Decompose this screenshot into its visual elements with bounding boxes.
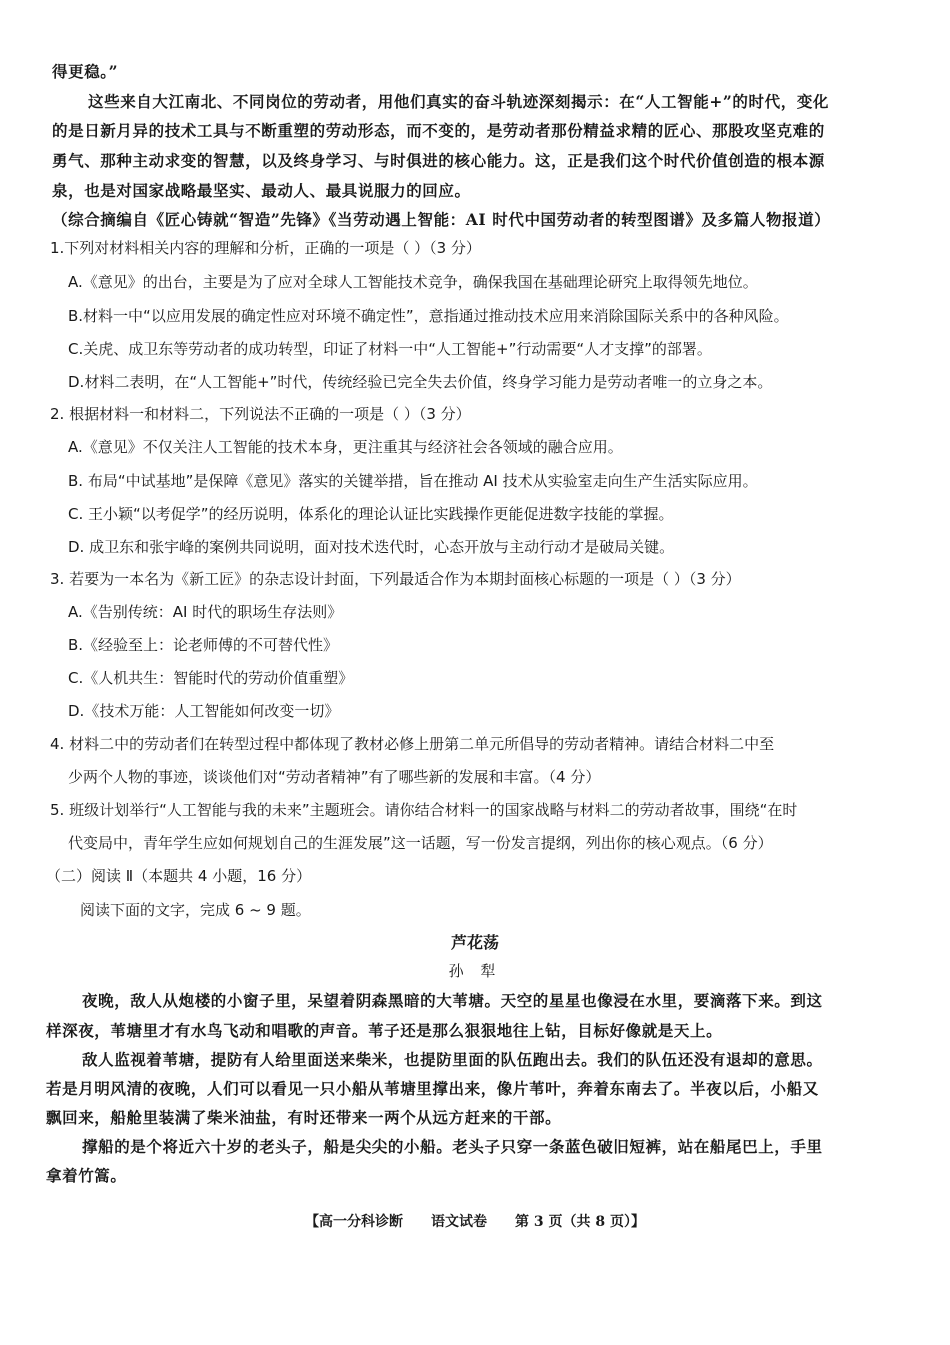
question-1-option-c: C.关虎、成卫东等劳动者的成功转型，印证了材料一中“人工智能+”行动需要“人才支撑”的部署。: [68, 340, 712, 358]
story-title: 芦花荡: [450, 933, 499, 952]
question-3-option-d: D.《技术万能：人工智能如何改变一切》: [68, 702, 340, 720]
question-4-line: 少两个人物的事迹，谈谈他们对“劳动者精神”有了哪些新的发展和丰富。（4 分）: [68, 768, 601, 786]
question-4-line: 4. 材料二中的劳动者们在转型过程中都体现了教材必修上册第二单元所倡导的劳动者精神。请结合材料二中至: [50, 735, 775, 753]
question-1-option-d: D.材料二表明，在“人工智能+”时代，传统经验已完全失去价值，终身学习能力是劳动者唯一的立身之本。: [68, 373, 773, 391]
story-line: 拿着竹篙。: [46, 1166, 127, 1185]
question-2-option-d: D. 成卫东和张宇峰的案例共同说明，面对技术迭代时，心态开放与主动行动才是破局关键。: [68, 538, 675, 556]
question-1-stem: 1.下列对材料相关内容的理解和分析，正确的一项是（ ）（3 分）: [50, 239, 481, 257]
question-3-option-b: B.《经验至上：论老师傅的不可替代性》: [68, 636, 339, 654]
text-line: 这些来自大江南北、不同岗位的劳动者，用他们真实的奋斗轨迹深刻揭示：在“人工智能+”的时代，变化: [88, 92, 830, 111]
text-line: 的是日新月异的技术工具与不断重塑的劳动形态，而不变的，是劳动者那份精益求精的匠心、那股攻坚克难的: [52, 121, 825, 140]
text-line: 勇气、那种主动求变的智慧，以及终身学习、与时俱进的核心能力。这，正是我们这个时代价值创造的根本源: [52, 151, 825, 170]
question-2-option-a: A.《意见》不仅关注人工智能的技术本身，更注重其与经济社会各领域的融合应用。: [68, 438, 623, 456]
section-heading: （二）阅读 Ⅱ（本题共 4 小题，16 分）: [46, 867, 312, 885]
question-3-option-a: A.《告别传统：AI 时代的职场生存法则》: [68, 603, 343, 621]
question-1-option-b: B.材料一中“以应用发展的确定性应对环境不确定性”，意指通过推动技术应用来消除国际关系中的各种风险。: [68, 307, 789, 325]
story-line: 若是月明风清的夜晚，人们可以看见一只小船从苇塘里撑出来，像片苇叶，奔着东南去了。半夜以后，小船又: [46, 1079, 819, 1098]
footer-subject: 语文试卷: [431, 1214, 487, 1230]
question-2-stem: 2. 根据材料一和材料二，下列说法不正确的一项是（ ）（3 分）: [50, 405, 471, 423]
story-line: 敌人监视着苇塘，提防有人给里面送来柴米，也提防里面的队伍跑出去。我们的队伍还没有退却的意思。: [82, 1050, 823, 1069]
text-line: 得更稳。”: [52, 62, 119, 81]
story-author: 孙 犁: [448, 962, 502, 980]
question-2-option-b: B. 布局“中试基地”是保障《意见》落实的关键举措，旨在推动 AI 技术从实验室走向生产生活实际应用。: [68, 472, 758, 490]
page-footer: [0, 1212, 950, 1232]
question-5-line: 代变局中，青年学生应如何规划自己的生涯发展”这一话题，写一份发言提纲，列出你的核心观点。（6 分）: [68, 834, 773, 852]
story-line: 撑船的是个将近六十岁的老头子，船是尖尖的小船。老头子只穿一条蓝色破旧短裤，站在船尾巴上，手里: [82, 1137, 823, 1156]
text-line: 泉，也是对国家战略最坚实、最动人、最具说服力的回应。: [52, 181, 471, 200]
footer-page-number: 第 3 页（共 8 页）】: [515, 1214, 645, 1230]
story-line: 飘回来，船舱里装满了柴米油盐，有时还带来一两个从远方赶来的干部。: [46, 1108, 562, 1127]
question-3-stem: 3. 若要为一本名为《新工匠》的杂志设计封面，下列最适合作为本期封面核心标题的一项是（ ）（3 分）: [50, 570, 741, 588]
question-2-option-c: C. 王小颖“以考促学”的经历说明，体系化的理论认证比实践操作更能促进数字技能的掌握。: [68, 505, 674, 523]
question-1-option-a: A.《意见》的出台，主要是为了应对全球人工智能技术竞争，确保我国在基础理论研究上取得领先地位。: [68, 273, 758, 291]
story-line: 夜晚，敌人从炮楼的小窗子里，呆望着阴森黑暗的大苇塘。天空的星星也像浸在水里，要滴落下来。到这: [82, 991, 823, 1010]
question-5-line: 5. 班级计划举行“人工智能与我的未来”主题班会。请你结合材料一的国家战略与材料二的劳动者故事，围绕“在时: [50, 801, 798, 819]
source-citation: （综合摘编自《匠心铸就“智造”先锋》《当劳动遇上智能：AI 时代中国劳动者的转型图谱》及多篇人物报道）: [52, 210, 831, 229]
section-instruction: 阅读下面的文字，完成 6 ~ 9 题。: [80, 901, 311, 919]
question-3-option-c: C.《人机共生：智能时代的劳动价值重塑》: [68, 669, 354, 687]
story-line: 样深夜，苇塘里才有水鸟飞动和唱歌的声音。苇子还是那么狠狠地往上钻，目标好像就是天上。: [46, 1021, 723, 1040]
footer-exam-name: 【高一分科诊断: [305, 1214, 403, 1230]
